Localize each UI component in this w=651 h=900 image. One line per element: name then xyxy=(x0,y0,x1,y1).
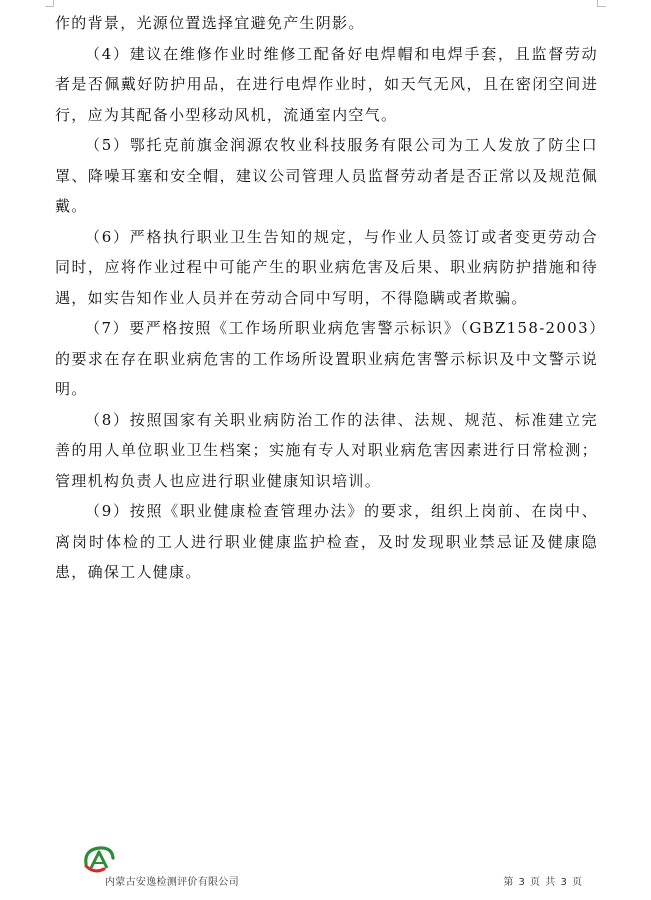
paragraph-item-8: （8）按照国家有关职业病防治工作的法律、法规、规范、标准建立完善的用人单位职业卫生档案；实施有专人对职业病危害因素进行日常检测；管理机构负责人也应进行职业健康知识培训。 xyxy=(55,410,598,490)
paragraph-item-9: （9）按照《职业健康检查管理办法》的要求，组织上岗前、在岗中、离岗时体检的工人进行职业健康监护检查，及时发现职业禁忌证及健康隐患，确保工人健康。 xyxy=(55,502,598,581)
page-corner-mark-left xyxy=(45,0,54,7)
company-logo-icon xyxy=(82,844,116,874)
page-corner-mark-right xyxy=(597,0,606,7)
paragraph-continuation: 作的背景，光源位置选择宜避免产生阴影。 xyxy=(55,14,365,32)
paragraph-item-5: （5）鄂托克前旗金润源农牧业科技服务有限公司为工人发放了防尘口罩、降噪耳塞和安全帽，建议公司管理人员监督劳动者是否正常以及规范佩戴。 xyxy=(55,136,598,215)
page-footer xyxy=(0,840,651,900)
footer-company-name: 内蒙古安逸检测评价有限公司 xyxy=(105,877,239,888)
document-body xyxy=(55,8,598,588)
paragraph-item-7: （7）要严格按照《工作场所职业病危害警示标识》（GBZ158-2003）的要求在存在职业病危害的工作场所设置职业病危害警示标识及中文警示说明。 xyxy=(55,319,598,398)
paragraph-item-4: （4）建议在维修作业时维修工配备好电焊帽和电焊手套，且监督劳动者是否佩戴好防护用品，在进行电焊作业时，如天气无风，且在密闭空间进行，应为其配备小型移动风机，流通室内空气。 xyxy=(55,44,598,124)
paragraph-item-6: （6）严格执行职业卫生告知的规定，与作业人员签订或者变更劳动合同时，应将作业过程中可能产生的职业病危害及后果、职业病防护措施和待遇，如实告知作业人员并在劳动合同中写明，不得隐瞒或者欺骗。 xyxy=(55,227,598,307)
page-number: 第 3 页 共 3 页 xyxy=(503,877,583,888)
